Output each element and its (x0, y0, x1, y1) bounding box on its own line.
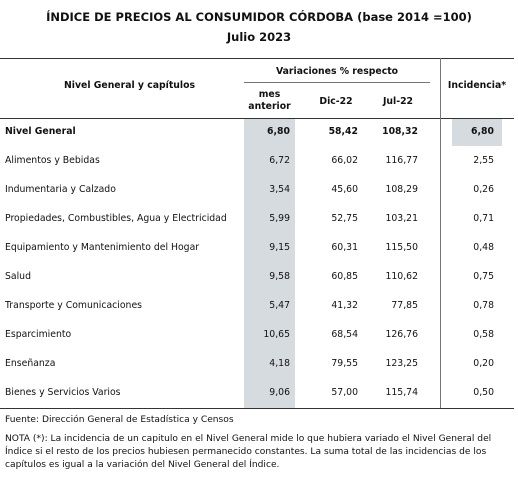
header-dic: Dic-22 (319, 96, 353, 107)
row-label: Transporte y Comunicaciones (5, 300, 143, 311)
row-jul-22: 123,25 (385, 358, 418, 369)
row-label: Bienes y Servicios Varios (5, 387, 121, 398)
table-title: ÍNDICE DE PRECIOS AL CONSUMIDOR CÓRDOBA (base 2014 =100) (46, 10, 472, 24)
row-incidencia: 2,55 (473, 155, 494, 166)
row-incidencia: 0,50 (473, 387, 494, 398)
row-incidencia: 0,20 (473, 358, 494, 369)
row-jul-22: 115,50 (385, 242, 418, 253)
row-jul-22: 110,62 (385, 271, 418, 282)
row-mes-anterior: 4,18 (269, 358, 290, 369)
header-mes-line2: anterior (248, 101, 291, 112)
row-mes-anterior: 9,58 (269, 271, 290, 282)
header-mes-line1: mes (258, 89, 281, 100)
header-group: Variaciones % respecto (275, 66, 399, 77)
row-label: Nivel General (5, 126, 76, 137)
row-incidencia: 0,78 (473, 300, 494, 311)
row-mes-anterior: 6,72 (269, 155, 290, 166)
row-incidencia: 6,80 (471, 126, 494, 137)
row-incidencia: 0,48 (473, 242, 494, 253)
row-jul-22: 115,74 (385, 387, 418, 398)
row-dic-22: 60,31 (331, 242, 358, 253)
footnote: NOTA (*): La incidencia de un capitulo en el Nivel General mide lo que hubiera variado el Nivel General del Índice si el resto de los precios hubiesen permanecido constantes. La suma total de las incidencias de los capítulos es igual a la variación del Nivel General del Índice. (5, 434, 492, 470)
row-jul-22: 108,29 (385, 184, 418, 195)
group-rule (244, 82, 430, 83)
row-incidencia: 0,71 (473, 213, 494, 224)
row-mes-anterior: 5,99 (269, 213, 290, 224)
row-mes-anterior: 3,54 (269, 184, 290, 195)
incidencia-separator (440, 58, 441, 408)
row-dic-22: 79,55 (331, 358, 358, 369)
row-dic-22: 45,60 (331, 184, 358, 195)
source-note: Fuente: Dirección General de Estadística y Censos (5, 415, 234, 425)
row-jul-22: 77,85 (391, 300, 418, 311)
header-label: Nivel General y capítulos (64, 80, 195, 91)
row-label: Indumentaria y Calzado (5, 184, 116, 195)
row-label: Equipamiento y Mantenimiento del Hogar (5, 242, 200, 253)
row-label: Salud (5, 271, 31, 282)
row-incidencia: 0,75 (473, 271, 494, 282)
table-subtitle: Julio 2023 (226, 30, 292, 44)
row-label: Esparcimiento (5, 329, 72, 340)
row-dic-22: 57,00 (331, 387, 358, 398)
header-bottom-rule (0, 118, 514, 119)
row-incidencia: 0,58 (473, 329, 494, 340)
row-mes-anterior: 6,80 (267, 126, 290, 137)
row-jul-22: 103,21 (385, 213, 418, 224)
row-mes-anterior: 5,47 (269, 300, 290, 311)
header-incidencia: Incidencia* (447, 80, 507, 91)
row-mes-anterior: 9,15 (269, 242, 290, 253)
row-dic-22: 58,42 (328, 126, 358, 137)
row-jul-22: 108,32 (382, 126, 418, 137)
row-label: Propiedades, Combustibles, Agua y Electricidad (5, 213, 227, 224)
table-bottom-rule (0, 408, 514, 409)
row-dic-22: 68,54 (331, 329, 358, 340)
header-jul: Jul-22 (382, 96, 414, 107)
row-jul-22: 126,76 (385, 329, 418, 340)
top-rule (0, 58, 514, 59)
row-dic-22: 52,75 (331, 213, 358, 224)
row-mes-anterior: 10,65 (263, 329, 290, 340)
row-incidencia: 0,26 (473, 184, 494, 195)
row-jul-22: 116,77 (385, 155, 418, 166)
row-label: Alimentos y Bebidas (5, 155, 100, 166)
row-dic-22: 41,32 (331, 300, 358, 311)
row-label: Enseñanza (5, 358, 56, 369)
row-dic-22: 66,02 (331, 155, 358, 166)
row-mes-anterior: 9,06 (269, 387, 290, 398)
row-dic-22: 60,85 (331, 271, 358, 282)
